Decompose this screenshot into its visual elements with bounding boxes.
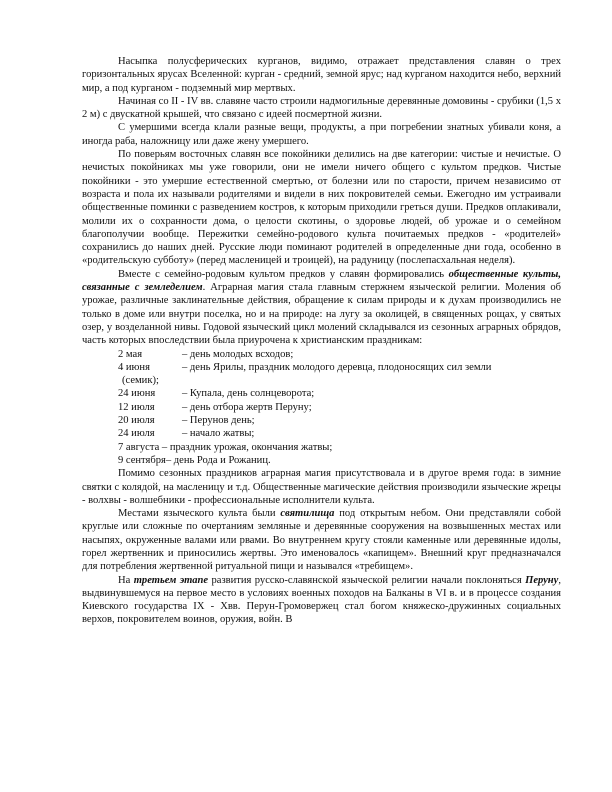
emphasis-term: третьем этапе xyxy=(133,574,209,586)
paragraph-perun xyxy=(82,574,561,627)
holiday-date: 12 июля xyxy=(118,401,155,413)
paragraph-agrarian-cults xyxy=(82,268,561,348)
holiday-text: – Перунов день; xyxy=(182,415,255,427)
holiday-text: – день Ярилы, праздник молодого деревца, плодоносящих сил земли xyxy=(182,361,492,373)
holiday-date: 24 июля xyxy=(118,428,155,440)
holiday-item xyxy=(82,414,561,427)
text-run: . Аграрная магия стала главным стержнем языческой религии. Моления об урожае, различные заклинательные действия, обращение к силам природы и к духам производились не только в доме или внутри поселка, но и на природе: на лугу за околицей, в священных рощах, у святых озер, у возделанной нивы. Годовой языческий цикл молений складывался из сезонных аграрных обрядов, часть которых впоследствии была приурочена к христианским праздникам: xyxy=(82,282,561,347)
holiday-text: – праздник урожая, окончания жатвы; xyxy=(161,441,333,453)
text-run: под открытым небом. Они представляли собой круглые или сложные по очертаниям земляные и деревянные сооружения на возвышенных местах или насыпях, окруженные валами или рвами. Во внутреннем кругу стояли каменные или деревянные идолы, горел жертвенник и приносились жертвы. Это именовалось «капищем». Внешний круг предназначался для потребления жертвенной ритуальной пищи и назывался «требищем». xyxy=(82,508,561,573)
text-run: Вместе с семейно-родовым культом предков у славян формировались xyxy=(118,268,449,280)
emphasis-term: святилища xyxy=(280,508,335,520)
holiday-date: 24 июня xyxy=(118,388,156,400)
holiday-list xyxy=(82,348,561,468)
text-run: На xyxy=(118,574,134,586)
paragraph-grave-goods: С умершими всегда клали разные вещи, продукты, а при погребении знатных убивали коня, а иногда раба, наложницу или даже жену умершего. xyxy=(82,122,561,147)
holiday-text: – день молодых всходов; xyxy=(182,348,294,360)
holiday-item xyxy=(82,454,561,467)
text-run: , выдвинувшемуся на первое место в условиях военных походов на Балканы в VI в. и в процессе создания Киевского государства IX - Xвв. Перун-Громовержец стал богом княжеско-дружинных социальных верхов, покровителем воинов, оружия, войн. В xyxy=(82,574,561,626)
holiday-text-continuation: (семик); xyxy=(122,375,159,387)
holiday-item xyxy=(82,387,561,400)
paragraph-sanctuaries xyxy=(82,507,561,573)
holiday-date: 20 июля xyxy=(118,415,155,427)
holiday-text: – день Рода и Рожаниц. xyxy=(165,454,271,466)
holiday-date: 4 июня xyxy=(118,361,150,373)
holiday-item xyxy=(82,348,561,361)
holiday-item xyxy=(82,401,561,414)
holiday-item xyxy=(82,361,561,388)
paragraph-kurgans: Насыпка полусферических курганов, видимо, отражает представления славян о трех горизонтальных ярусах Вселенной: курган - средний, земной ярус; над курганом находится небо, верхний мир, а под курганом - подземный мир мертвых. xyxy=(82,56,561,94)
emphasis-term: Перуну xyxy=(525,574,559,586)
emphasis-term: общественные культы, связанные с земледелием xyxy=(82,268,561,294)
holiday-text: – начало жатвы; xyxy=(182,428,255,440)
text-run: развития русско-славянской языческой религии начали поклоняться xyxy=(208,574,526,586)
holiday-date: 9 сентября xyxy=(118,454,166,466)
holiday-item xyxy=(82,427,561,440)
text-run: Местами языческого культа были xyxy=(118,508,281,520)
holiday-date: 7 августа xyxy=(118,441,160,453)
paragraph-seasonal-magic: Помимо сезонных праздников аграрная магия присутствовала и в другое время года: в зимние святки с колядой, на масленицу и т.д. Общественные магические действия производили языческие жрецы - волхвы - волшебники - профессиональные исполнители культа. xyxy=(82,468,561,506)
holiday-item xyxy=(82,441,561,454)
paragraph-ancestors: По поверьям восточных славян все покойники делились на две категории: чистые и нечистые. О нечистых покойниках мы уже говорили, они не имели ничего общего с культом предков. Чистые покойники - это умершие естественной смертью, от болезни или по старости, причем независимо от возраста и пола их называли родителями и видели в них покровителей семьи. Ежегодно им устраивали общественные поминки с разведением костров, к которым приходили греться души. Предков оплакивали, молили их о сохранности дома, о целости скотины, о здоровье людей, об урожае и о семейном благополучии вообще. Пережитки семейно-родового культа почитаемых предков - «родителей» сохранились до наших дней. Русские люди поминают родителей в определенные дни года, особенно в «родительскую субботу» (перед масленицей и троицей), на радуницу (послепасхальная неделя). xyxy=(82,149,561,267)
holiday-text: – Купала, день солнцеворота; xyxy=(182,388,315,400)
holiday-date: 2 мая xyxy=(118,348,143,360)
holiday-text: – день отбора жертв Перуну; xyxy=(182,401,312,413)
paragraph-domoviny: Начиная со II - IV вв. славяне часто строили надмогильные деревянные домовины - срубики (1,5 х 2 м) с двускатной крышей, что связано с идеей посмертной жизни. xyxy=(82,95,561,121)
